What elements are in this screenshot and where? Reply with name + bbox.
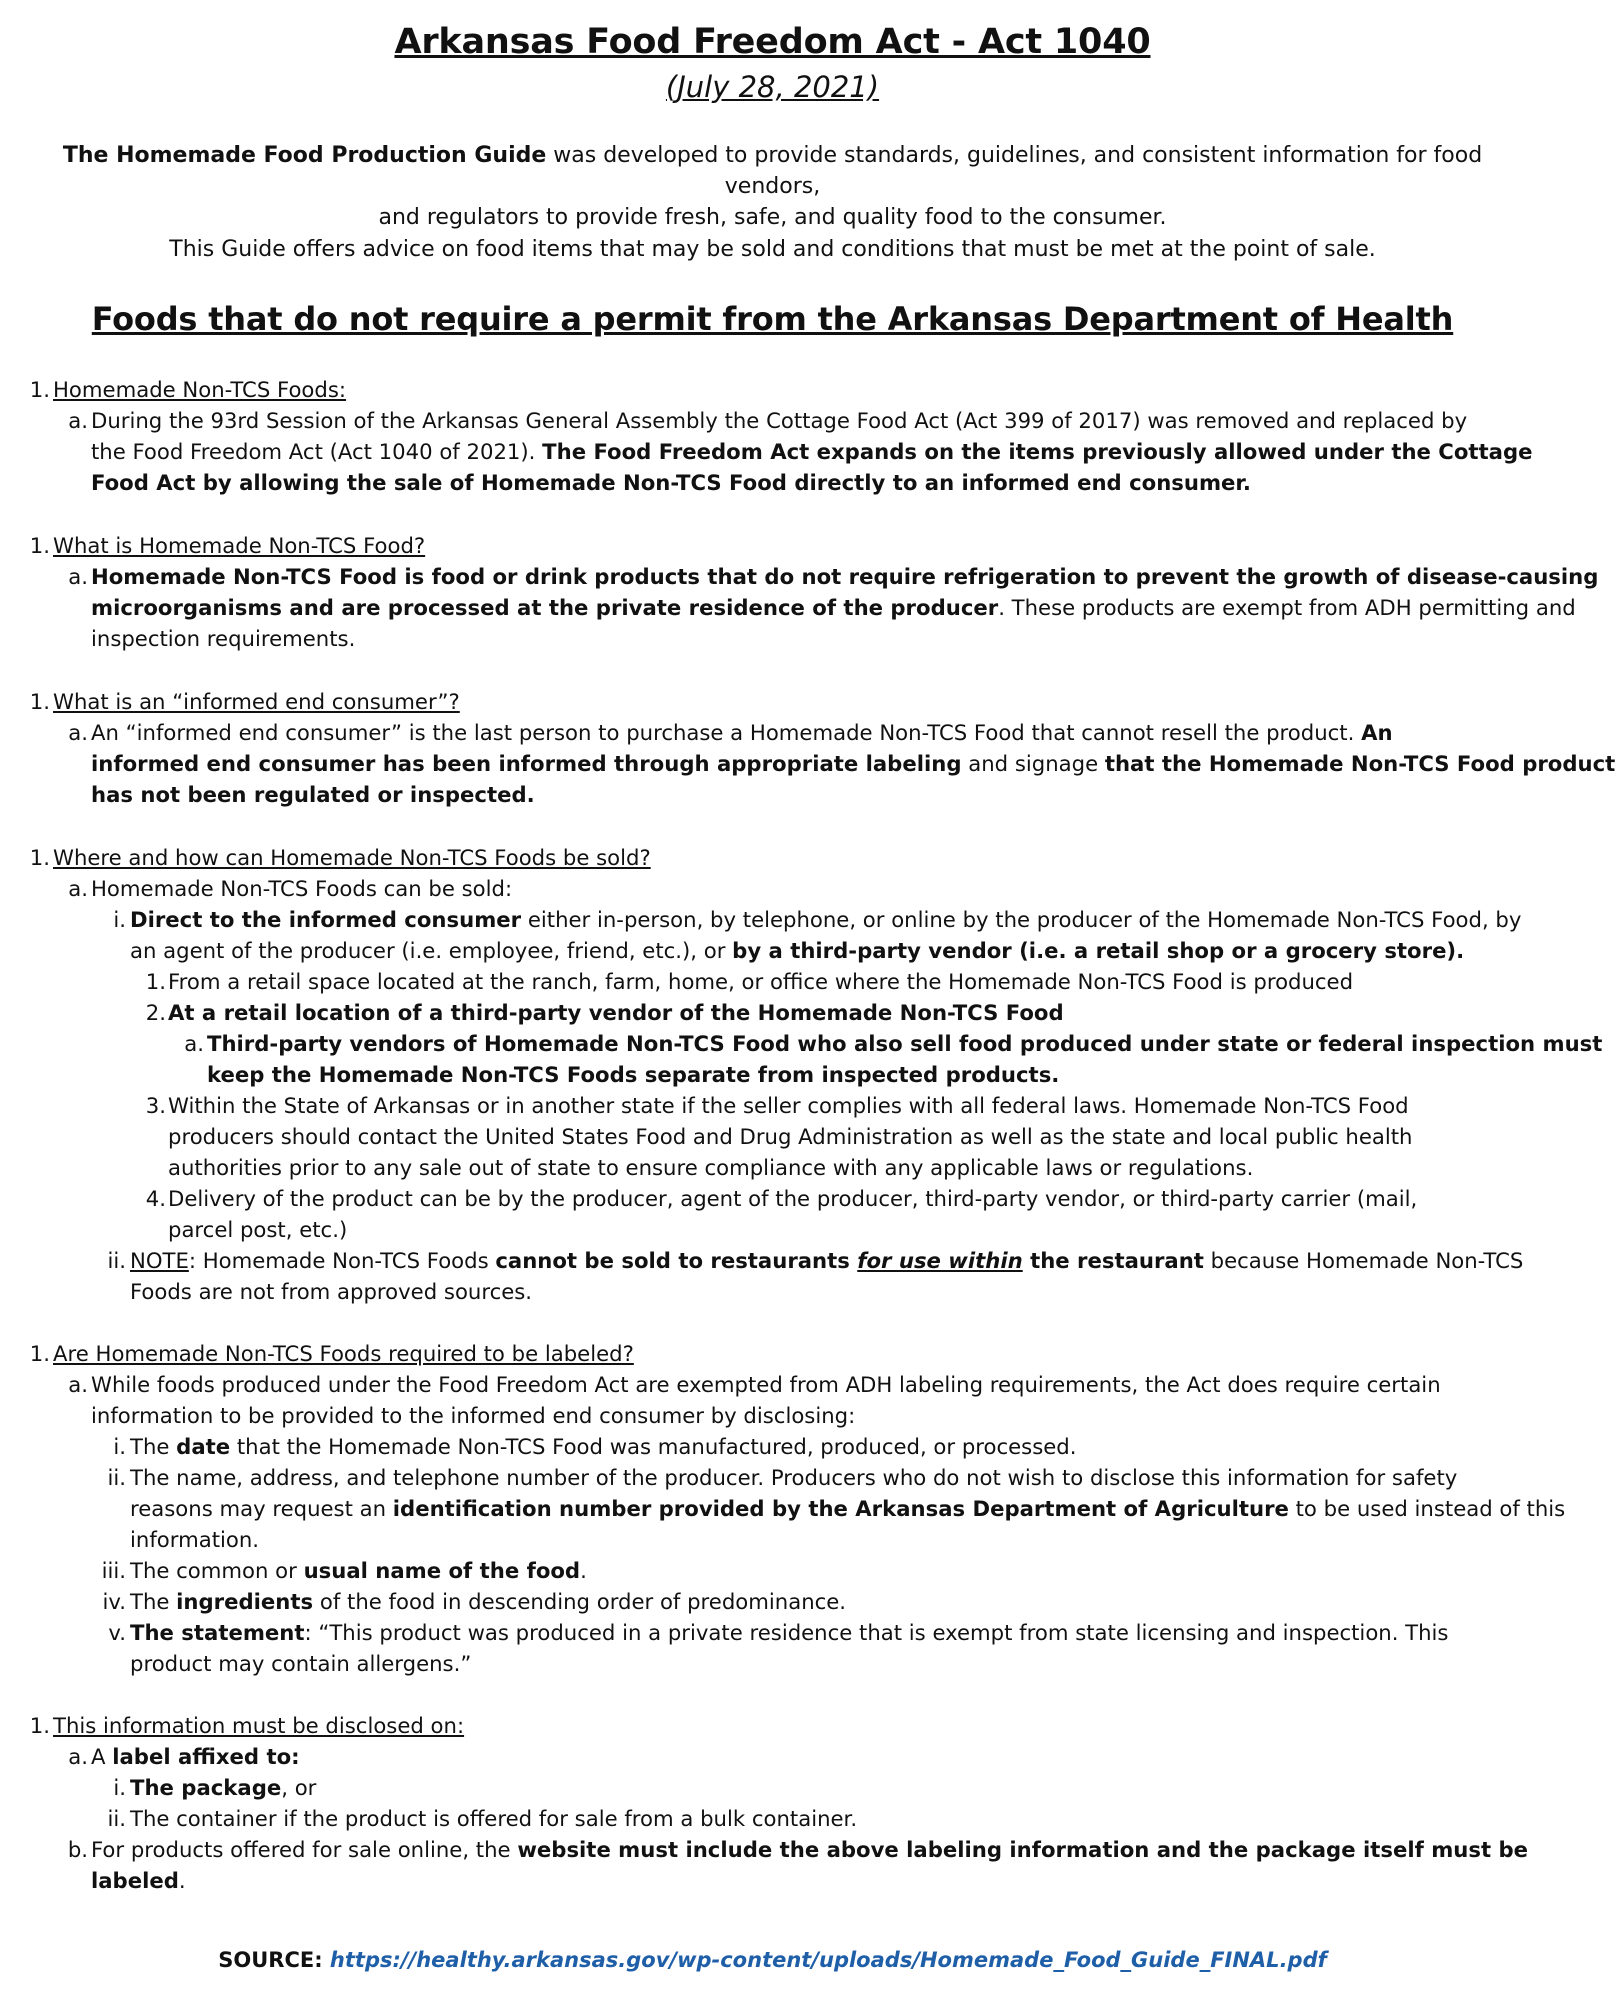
s3-heading: What is an “informed end consumer”? — [53, 689, 460, 714]
s5-ii-line2: reasons may request an identification number provided by the Arkansas Department of Agriculture to be used instead of this — [130, 1496, 1566, 1521]
s6-heading: This information must be disclosed on: — [53, 1713, 465, 1738]
s5-a-line1: While foods produced under the Food Freedom Act are exempted from ADH labeling requirements, the Act does require certain — [91, 1372, 1441, 1397]
s4-heading: Where and how can Homemade Non-TCS Foods be sold? — [53, 845, 651, 870]
intro-paragraph-1 — [30, 140, 1515, 233]
s6-a: A label affixed to: — [91, 1744, 300, 1769]
s6-ii: The container if the product is offered for sale from a bulk container. — [130, 1806, 858, 1831]
list-marker: iii. — [101, 1558, 126, 1583]
s4-n3-line3: authorities prior to any sale out of state to ensure compliance with any applicable laws or regulations. — [168, 1155, 1254, 1180]
s6-i: The package, or — [130, 1775, 317, 1800]
list-marker: ii. — [107, 1806, 126, 1831]
s2-a-line1: Homemade Non-TCS Food is food or drink products that do not require refrigeration to prevent the growth of disease-causing — [91, 564, 1599, 589]
list-marker: a. — [68, 1372, 88, 1397]
document-date: (July 28, 2021) — [665, 70, 880, 104]
s1-a-line2: the Food Freedom Act (Act 1040 of 2021). The Food Freedom Act expands on the items previously allowed under the Cottage — [91, 439, 1533, 464]
s5-ii-line3: information. — [130, 1527, 260, 1552]
s5-i: The date that the Homemade Non-TCS Food was manufactured, produced, or processed. — [130, 1434, 1077, 1459]
list-marker: iv. — [102, 1589, 126, 1614]
s3-a-line1: An “informed end consumer” is the last person to purchase a Homemade Non-TCS Food that cannot resell the product. An — [91, 720, 1393, 745]
intro-paragraph-2: This Guide offers advice on food items that may be sold and conditions that must be met at the point of sale. — [169, 237, 1376, 262]
list-marker: 1. — [29, 1713, 50, 1738]
list-marker: 1. — [29, 377, 50, 402]
list-marker: 1. — [29, 533, 50, 558]
s5-heading: Are Homemade Non-TCS Foods required to be labeled? — [53, 1341, 634, 1366]
intro-p1-text: was developed to provide standards, guidelines, and consistent information for food vendors, — [546, 143, 1483, 199]
list-marker: a. — [68, 408, 88, 433]
s1-heading: Homemade Non-TCS Foods: — [53, 377, 347, 402]
s4-n2a-line2: keep the Homemade Non-TCS Foods separate from inspected products. — [207, 1062, 1060, 1087]
list-marker: i. — [113, 1434, 126, 1459]
list-marker: 3. — [145, 1093, 166, 1118]
s4-n3-line2: producers should contact the United States Food and Drug Administration as well as the state and local public health — [168, 1124, 1413, 1149]
s4-n4-line2: parcel post, etc.) — [168, 1217, 348, 1242]
source-line — [0, 1948, 1545, 1972]
list-marker: i. — [113, 907, 126, 932]
s4-n3-line1: Within the State of Arkansas or in another state if the seller complies with all federal laws. Homemade Non-TCS Food — [168, 1093, 1409, 1118]
s2-a-line3: inspection requirements. — [91, 626, 356, 651]
intro-p1-line2: and regulators to provide fresh, safe, and quality food to the consumer. — [378, 205, 1167, 230]
list-marker: ii. — [107, 1248, 126, 1273]
s5-iv: The ingredients of the food in descending order of predominance. — [130, 1589, 847, 1614]
s1-a-line1: During the 93rd Session of the Arkansas General Assembly the Cottage Food Act (Act 399 of 2017) was removed and replaced by — [91, 408, 1468, 433]
source-label: SOURCE: — [218, 1948, 330, 1972]
s4-i-line1: Direct to the informed consumer either in-person, by telephone, or online by the producer of the Homemade Non-TCS Food, by — [130, 907, 1522, 932]
s4-a: Homemade Non-TCS Foods can be sold: — [91, 876, 513, 901]
source-link[interactable]: https://healthy.arkansas.gov/wp-content/uploads/Homemade_Food_Guide_FINAL.pdf — [329, 1948, 1327, 1972]
section-heading: Foods that do not require a permit from the Arkansas Department of Health — [91, 300, 1454, 338]
s2-heading: What is Homemade Non-TCS Food? — [53, 533, 426, 558]
list-marker: i. — [113, 1775, 126, 1800]
s5-ii-line1: The name, address, and telephone number of the producer. Producers who do not wish to disclose this information for safety — [130, 1465, 1458, 1490]
document-title: Arkansas Food Freedom Act - Act 1040 — [394, 22, 1151, 62]
list-marker: 1. — [29, 845, 50, 870]
list-marker: a. — [68, 876, 88, 901]
list-marker: 1. — [29, 689, 50, 714]
s6-b-line2: labeled. — [91, 1868, 186, 1893]
list-marker: 4. — [145, 1186, 166, 1211]
s4-ii-line2: Foods are not from approved sources. — [130, 1279, 533, 1304]
s4-n2: At a retail location of a third-party vendor of the Homemade Non-TCS Food — [168, 1000, 1064, 1025]
list-marker: a. — [68, 720, 88, 745]
s5-a-line2: information to be provided to the informed end consumer by disclosing: — [91, 1403, 856, 1428]
s4-n4-line1: Delivery of the product can be by the producer, agent of the producer, third-party vendor, or third-party carrier (mail, — [168, 1186, 1418, 1211]
s4-i-line2: an agent of the producer (i.e. employee, friend, etc.), or by a third-party vendor (i.e. a retail shop or a grocery store). — [130, 938, 1465, 963]
guide-name: The Homemade Food Production Guide — [62, 143, 547, 168]
list-marker: a. — [184, 1031, 204, 1056]
s5-iii: The common or usual name of the food. — [130, 1558, 587, 1583]
list-marker: 2. — [145, 1000, 166, 1025]
s6-b-line1: For products offered for sale online, the website must include the above labeling information and the package itself must be — [91, 1837, 1529, 1862]
list-marker: 1. — [145, 969, 166, 994]
s4-n2a-line1: Third-party vendors of Homemade Non-TCS Food who also sell food produced under state or federal inspection must — [207, 1031, 1603, 1056]
list-marker: v. — [108, 1620, 126, 1645]
s3-a-line3: has not been regulated or inspected. — [91, 782, 535, 807]
s3-a-line2: informed end consumer has been informed through appropriate labeling and signage that the Homemade Non-TCS Food product — [91, 751, 1615, 776]
s1-a-line3: Food Act by allowing the sale of Homemade Non-TCS Food directly to an informed end consumer. — [91, 470, 1251, 495]
s5-v-line2: product may contain allergens.” — [130, 1651, 472, 1676]
s4-ii-line1: NOTE: Homemade Non-TCS Foods cannot be sold to restaurants for use within the restaurant because Homemade Non-TCS — [130, 1248, 1524, 1273]
s4-n1: From a retail space located at the ranch, farm, home, or office where the Homemade Non-TCS Food is produced — [168, 969, 1354, 994]
list-marker: a. — [68, 564, 88, 589]
list-marker: ii. — [107, 1465, 126, 1490]
list-marker: b. — [67, 1837, 88, 1862]
list-marker: 1. — [29, 1341, 50, 1366]
s2-a-line2: microorganisms and are processed at the private residence of the producer. These products are exempt from ADH permitting and — [91, 595, 1576, 620]
list-marker: a. — [68, 1744, 88, 1769]
s5-v-line1: The statement: “This product was produced in a private residence that is exempt from state licensing and inspection. This — [130, 1620, 1449, 1645]
